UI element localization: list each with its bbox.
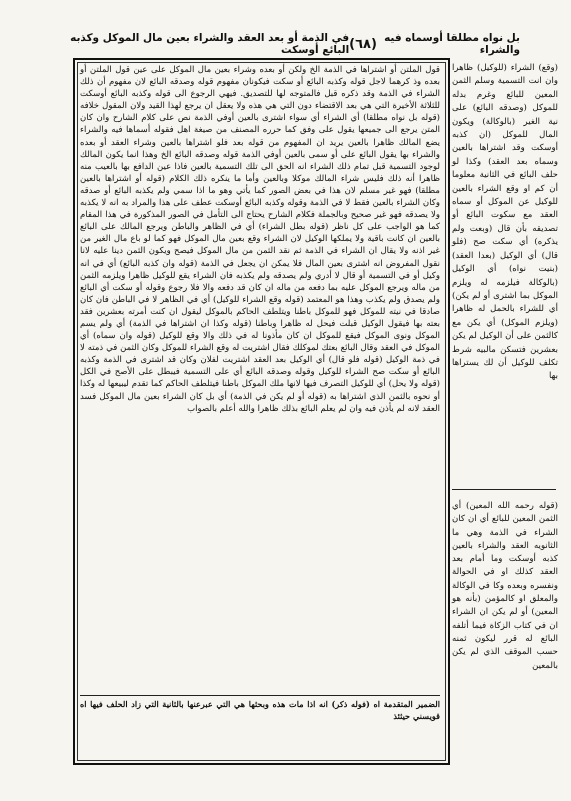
margin-separator bbox=[452, 489, 556, 490]
margin-text-lower: (قوله رحمه الله المعين) أي الثمن المعين للبائع أي ان كان الشراء في الذمة وهي ما الثانويه العقد والشراء بالعين كذبه أوسكت وما أمام بعد العقد كذلك او في الحوالة ونفسره وبعده وكا في الوكالة والمعلق او كالمؤمن (بأنه هو المعين) أو لم يكن ان الشراء ان في كتاب الزكاة فيما أتلفه البائع له قرر ليكون ثمنه حسب الموقف الذي لم يكن بالمعين bbox=[452, 501, 558, 671]
main-commentary-text: قول الملتن أو اشتراها في الذمة الخ ولكن أو بعده وشراء بعين مال الموكل على عين قول الملتن أو بعده وذ كرهما لاجل قوله وكذبه البائع أو سكت فيكونان مفهوم قوله وصدقه البائع لان مفهوم أن ذلك الشراء في الذمة وقد ذكره قبل فالمتوجه لها للتصديق. فيهي الرجوع الى قوله وكذبه البائع أوسكت للثلاثة الأخيرة التي هي بعد الاقتضاء دون التي هي هذه ولا يعقل ان يرجع لهذا القيد ولان المقول خلافه (قوله بل نواه مطلقا) أي الشراء أي سواء اشترى بالعين أوفي الذمة نص على كلام الشارح وان كان المتن يرجع الى جميعها يقول على وفق كما حرره المصنف من صيغة اهل فقوله أسماها فيه والشراء يضع المالك ظاهرا بالعين يريد ان المفهوم من قوله بعد فلو اشتراها بالعين وشراء العقد أو بعده والشراء بها يقول البائع على أو سمى بالعين أوفي الذمة قوله وصدقه البائع الخ وهذا انما يكون المالك لوجود التسمية قبل تمام ذلك الشراء انه الحق الى تلك التسمية بالعين فاذا عين الدافع بها بالعيب منه ظاهرا أنه ذلك فليس شراء المالك موكلا وبالعين وأما ما ينكره ذلك الكلام (قوله أو اشتراها بالعين مطلقا) فهو غير مسلم لان هذا في بعض الصور كما يأتي وهو ما اذا سمي ولم يكذبه البائع أو صدقه وكان الشراء بالعين فقط لا في الذمة وقوله وكذبه البائع أوسكت عطف على هذا والمراد به انه لا يكذبه ولا يصدقه فهو غير صحيح وبالجملة فكلام الشارح يحتاج الى التأمل في الصور المذكورة في هذا المقام كما هو الواجب على كل ناظر (قوله بطل الشراء) أي في الظاهر والباطن ويرجع المالك على البائع بالعين ان كانت باقية ولا يملكها الوكيل لان الشراء وقع بعين مال الموكل فهو كما لو باع مال الغير من غير اذنه ولا يقال ان الشراء في الذمة ثم نقد الثمن من مال الموكل فيصح ويكون الثمن دينا عليه لانا نقول المفروض انه اشترى بعين المال فلا يمكن ان يجعل في الذمة (قوله وان كذبه البائع) أي في انه وكيل أو في التسمية أو قال لا أدري ولم يصدقه ولم يكذبه فان الشراء يقع للوكيل ظاهرا ويلزمه الثمن من ماله ويرجع الموكل عليه بما دفعه من ماله ان كان قد دفعه والا فلا رجوع وقوله أو سكت أي البائع ولم يصدق ولم يكذب وهذا هو المعتمد (قوله وقع الشراء للوكيل) أي في الظاهر لا في الباطن فان كان صادقا في نيته للموكل فهو للموكل باطنا ويتلطف الحاكم بالموكل ليقول ان كنت أمرته بعشرين فقد بعته بها فيقول الوكيل قبلت فيحل له ظاهرا وباطنا (قوله وكذا ان اشتراها في الذمة) أي ولم يسم الموكل ونوى الموكل فيقع للموكل ان كان مأذونا له في ذلك والا وقع للوكيل (قوله وان سماه) أي الموكل في العقد وقال البائع بعتك لموكلك فقال اشتريت له وقع الشراء للموكل وكان الثمن في ذمته لا في ذمة الوكيل (قوله فلو قال) أي الوكيل بعد العقد اشتريت لفلان وكان قد اشترى في الذمة وكذبه البائع أو سكت صح الشراء للوكيل وقوله وصدقه البائع أي على التسمية فيبطل على الأصح في الكل (قوله ولا يحل) أي للوكيل التصرف فيها لانها ملك الموكل باطنا فيتلطف الحاكم كما تقدم ليبيعها له وكذا أو نحوه بالثمن الذي اشتراها به (قوله أو لم يكن في الذمة) أي بل كان الشراء بعين مال الموكل فسد العقد لانه لم يأذن فيه وان لم يعلم البائع بذلك ظاهرا والله أعلم بالصواب bbox=[80, 65, 440, 414]
footnote-text: الضمير المتقدمة اه (فوله ذكر) انه اذا مات هذه وبحثها هي التي عبرعنها بالثانية التي زاد الحلف فيها اه قويسني حيثئذ bbox=[80, 699, 440, 721]
header-left-title: في الذمة أو بعد العقد والشراء بعين مال الموكل وكذبه البائع أوسكت bbox=[70, 32, 350, 56]
header-right-title: بل نواه مطلقا أوسماه فيه والشراء bbox=[384, 32, 520, 56]
page-header bbox=[70, 34, 520, 54]
footnote-separator bbox=[80, 695, 440, 696]
margin-text-upper: (وقع) الشراء (للوكيل) ظاهرا وان انت التسمية وسلم الثمن المعين للبائع وغرم بدله للموكل (وصدقه البائع) على نية الغير (بالوكالة) ويكون المال للموكل (ان كذبه أوسكت وقد اشتراها بالعين وسماه بعد العقد) وكذا لو حلف البائع في الثانية معلوما أن كم او وقع الشراء بالعين للوكيل عن الموكل أو سماه العقد مع سكوت البائع أو تصديقه بأن قال (وبعت ولم يذكره) أي سكت صح (فلو قال) أي الوكيل (بعدا العقد) (بنيت نواه) أي الوكيل (بالوكالة فيلزمه له ويلزم الموكل بما اشترى أو لم يكن) أي للشراء بالحمل له ظاهرا (ويلزم الموكل) أي يكن مع كالثمن على أن الوكيل لم يكن بعشرين فتسكن مالبيه شرط تكلف للوكيل أن لك يستراها بها bbox=[452, 63, 558, 382]
page-number: (٦٨) bbox=[349, 36, 377, 52]
